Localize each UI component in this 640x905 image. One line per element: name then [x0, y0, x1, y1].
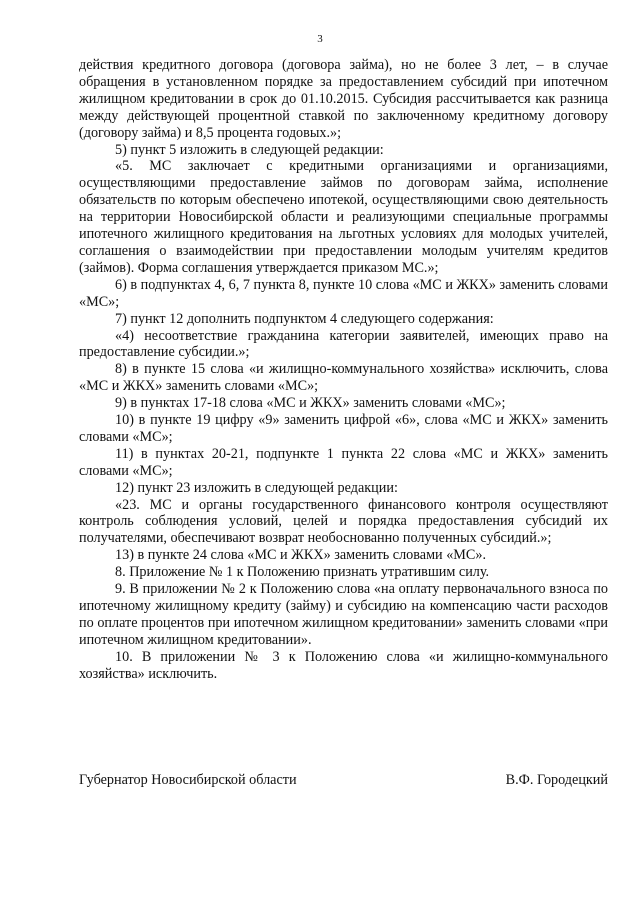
paragraph: 6) в подпунктах 4, 6, 7 пункта 8, пункте 10 слова «МС и ЖКХ» заменить словами «МС»;	[79, 276, 608, 310]
paragraph: 5) пункт 5 изложить в следующей редакции:	[115, 141, 384, 158]
paragraph: «5. МС заключает с кредитными организациями и организациями, осуществляющими предоставление займов по договорам займа, исполнение обязательств по которым обеспечено ипотекой, осуществляющими свою деятельность на территории Новосибирской области и реализующими специальные программы ипотечного жилищного кредитования на льготных условиях для молодых учителей, соглашения о взаимодействии при предоставлении молодым учителям кредитов (займов). Форма соглашения утверждается приказом МС.»;	[79, 158, 608, 276]
signature-block	[79, 772, 608, 789]
page-number: 3	[317, 33, 323, 45]
paragraph: «23. МС и органы государственного финансового контроля осуществляют контроль соблюдения условий, целей и порядка предоставления субсидий их получателями, обеспечивают возврат необоснованно полученных субсидий.»;	[79, 496, 608, 547]
paragraph: 9) в пунктах 17-18 слова «МС и ЖКХ» заменить словами «МС»;	[115, 395, 506, 412]
paragraph: действия кредитного договора (договора займа), но не более 3 лет, – в случае обращения в установленном порядке за предоставлением субсидий при ипотечном жилищном кредитовании в срок до 01.10.2015. Субсидия рассчитывается как разница между действующей процентной ставкой по заключенному кредитному договору (договору займа) и 8,5 процента годовых.»;	[79, 57, 608, 141]
paragraph: 9. В приложении № 2 к Положению слова «на оплату первоначального взноса по ипотечному жилищному кредиту (займу) и субсидию на компенсацию части расходов по оплате процентов при ипотечном жилищном кредитовании» заменить словами «при ипотечном жилищном кредитовании».	[79, 581, 608, 648]
paragraph: 10. В приложении № 3 к Положению слова «и жилищно-коммунального хозяйства» исключить.	[79, 648, 608, 682]
paragraph: 8. Приложение № 1 к Положению признать утратившим силу.	[115, 564, 490, 581]
signatory-position: Губернатор Новосибирской области	[79, 772, 297, 788]
signatory-name: В.Ф. Городецкий	[505, 772, 608, 788]
paragraph: 10) в пункте 19 цифру «9» заменить цифрой «6», слова «МС и ЖКХ» заменить словами «МС»;	[79, 412, 608, 445]
paragraph: 11) в пунктах 20-21, подпункте 1 пункта 22 слова «МС и ЖКХ» заменить словами «МС»;	[79, 445, 608, 479]
document-body	[79, 57, 608, 683]
paragraph: 12) пункт 23 изложить в следующей редакции:	[115, 479, 398, 496]
paragraph: «4) несоответствие гражданина категории заявителей, имеющих право на предоставление субсидии.»;	[79, 327, 608, 361]
paragraph: 8) в пункте 15 слова «и жилищно-коммунального хозяйства» исключить, слова «МС и ЖКХ» заменить словами «МС»;	[79, 361, 608, 395]
paragraph: 13) в пункте 24 слова «МС и ЖКХ» заменить словами «МС».	[115, 547, 487, 564]
paragraph: 7) пункт 12 дополнить подпунктом 4 следующего содержания:	[115, 310, 494, 327]
